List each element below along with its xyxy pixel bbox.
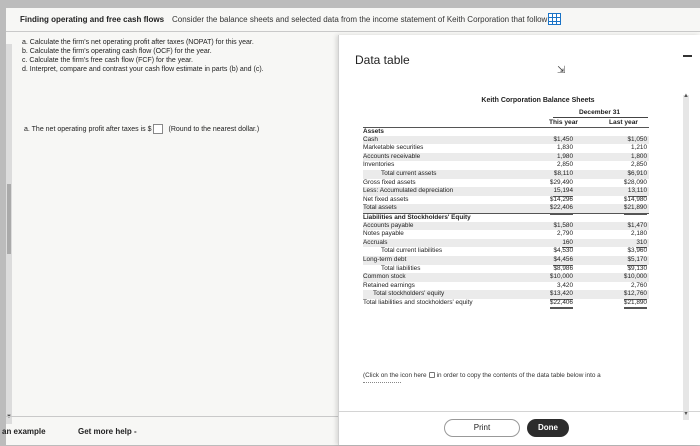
print-button[interactable]: Print <box>444 419 520 437</box>
question-a-prefix: a. The net operating profit after taxes is $ <box>24 125 152 133</box>
table-row: Total current liabilities $4,530 $3,960 <box>381 247 647 255</box>
task-b: b. Calculate the firm's operating cash flow (OCF) for the year. <box>22 48 212 55</box>
answer-input[interactable] <box>153 124 163 134</box>
table-row: Common stock $10,000 $10,000 <box>363 273 647 281</box>
copy-icon[interactable] <box>429 372 435 378</box>
data-table-modal <box>338 35 700 445</box>
mouse-cursor-icon: ⇲ <box>557 65 566 76</box>
modal-footer <box>339 411 700 445</box>
table-row: Marketable securities 1,830 1,210 <box>363 144 647 152</box>
table-row: Net fixed assets $14,296 $14,980 <box>363 196 649 205</box>
table-row: Total current assets $8,110 $6,910 <box>363 170 649 179</box>
task-a: a. Calculate the firm's net operating profit after taxes (NOPAT) for this year. <box>22 39 254 46</box>
question-header <box>6 8 700 32</box>
help-bar <box>2 416 346 446</box>
modal-title: Data table <box>355 53 410 67</box>
table-row: Total liabilities and stockholders' equity $22,406 $21,890 <box>363 299 649 308</box>
table-row: Notes payable 2,790 2,180 <box>363 230 647 238</box>
minimize-icon[interactable] <box>683 55 692 57</box>
question-a-hint: (Round to the nearest dollar.) <box>168 125 260 133</box>
balance-sheet <box>363 97 653 306</box>
copy-instructions: (Click on the icon here in order to copy the contents of the data table below into a <box>363 372 601 379</box>
task-d: d. Interpret, compare and contrast your cash flow estimate in parts (b) and (c). <box>22 66 264 73</box>
table-row: Less: Accumulated depreciation 15,194 13,110 <box>363 187 649 196</box>
dotted-divider <box>363 382 401 383</box>
get-more-help-button[interactable]: Get more help - <box>78 427 137 436</box>
table-row: Cash $1,450 $1,050 <box>363 135 647 143</box>
left-scrollbar[interactable] <box>6 44 12 424</box>
date-rule <box>553 117 648 118</box>
task-list <box>22 38 264 74</box>
col-this-year: This year <box>549 119 578 126</box>
table-row: Assets <box>363 127 649 136</box>
task-c: c. Calculate the firm's free cash flow (FCF) for the year. <box>22 57 193 64</box>
question-a <box>24 124 259 134</box>
scroll-thumb[interactable] <box>7 184 11 254</box>
table-row: Total assets $22,406 $21,890 <box>363 204 649 213</box>
date-header: December 31 <box>579 109 621 116</box>
scroll-up-icon[interactable]: ▲ <box>683 93 689 99</box>
table-row: Total liabilities $8,986 $9,130 <box>363 265 649 274</box>
table-row: Long-term debt $4,456 $5,170 <box>363 256 649 265</box>
table-row: Accruals 160 310 <box>363 239 649 248</box>
col-last-year: Last year <box>609 119 638 126</box>
table-row: Accounts payable $1,580 $1,470 <box>363 221 647 229</box>
table-row: Inventories 2,850 2,850 <box>363 161 649 170</box>
scroll-down-icon[interactable]: ▼ <box>683 411 689 417</box>
balance-rows <box>363 127 649 307</box>
view-example-link[interactable]: an example <box>2 427 46 436</box>
question-intro: Consider the balance sheets and selected data from the income statement of Keith Corporation that follow <box>172 15 548 24</box>
table-row: Accounts receivable 1,980 1,800 <box>363 152 647 160</box>
data-table-icon[interactable] <box>548 13 561 25</box>
company-title: Keith Corporation Balance Sheets <box>481 97 595 104</box>
scroll-down-icon[interactable]: ▼ <box>6 414 12 420</box>
table-row: Liabilities and Stockholders' Equity <box>363 213 649 222</box>
table-row: Total stockholders' equity $13,420 $12,760 <box>363 290 649 299</box>
modal-scrollbar[interactable] <box>683 95 689 420</box>
question-title: Finding operating and free cash flows <box>20 15 165 24</box>
table-row: Retained earnings 3,420 2,760 <box>363 282 649 291</box>
table-row: Gross fixed assets $29,490 $28,090 <box>363 178 647 186</box>
done-button[interactable]: Done <box>527 419 569 437</box>
